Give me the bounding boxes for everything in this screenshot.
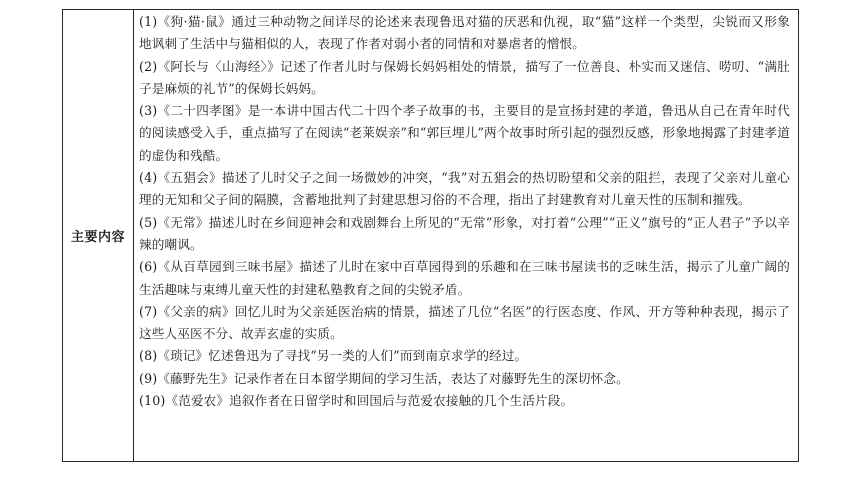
content-item-2: (2)《阿长与〈山海经〉》记述了作者儿时与保姆长妈妈相处的情景，描写了一位善良、朴实而又迷信、唠叨、“满肚子是麻烦的礼节”的保姆长妈妈。 (139, 58, 790, 96)
content-item-3: (3)《二十四孝图》是一本讲中国古代二十四个孝子故事的书，主要目的是宣扬封建的孝道，鲁迅从自己在青年时代的阅读感受入手，重点描写了在阅读“老莱娱亲”和“郭巨埋儿”两个故事时所引起的强烈反感，形象地揭露了封建孝道的虚伪和残酷。 (139, 103, 790, 163)
row-label: 主要内容 (70, 230, 125, 245)
content-item-1: (1)《狗·猫·鼠》通过三种动物之间详尽的论述来表现鲁迅对猫的厌恶和仇视，取“猫”这样一个类型，尖锐而又形象地讽刺了生活中与猫相似的人，表现了作者对弱小者的同情和对暴虐者的憎恨。 (139, 14, 790, 52)
content-item-9: (9)《藤野先生》记录作者在日本留学期间的学习生活，表达了对藤野先生的深切怀念。 (139, 370, 629, 386)
content-item-6: (6)《从百草园到三味书屋》描述了儿时在家中百草园得到的乐趣和在三味书屋读书的乏味生活，揭示了儿童广阔的生活趣味与束缚儿童天性的封建私塾教育之间的尖锐矛盾。 (139, 259, 790, 297)
label-cell (63, 10, 134, 461)
content-table (62, 9, 799, 462)
content-cell (134, 10, 798, 461)
content-item-5: (5)《无常》描述儿时在乡间迎神会和戏剧舞台上所见的“无常”形象，对打着“公理”“正义”旗号的“正人君子”予以辛辣的嘲讽。 (139, 214, 790, 252)
content-item-7: (7)《父亲的病》回忆儿时为父亲延医治病的情景，描述了几位“名医”的行医态度、作风、开方等种种表现，揭示了这些人巫医不分、故弄玄虚的实质。 (139, 303, 790, 342)
content-item-4: (4)《五猖会》描述了儿时父子之间一场微妙的冲突，“我”对五猖会的热切盼望和父亲的阻拦，表现了父亲对儿童心理的无知和父子间的隔膜，含蓄地批判了封建思想习俗的不合理，指出了封建教育对儿童天性的压制和摧残。 (139, 170, 790, 208)
content-item-8: (8)《琐记》忆述鲁迅为了寻找“另一类的人们”而到南京求学的经过。 (139, 348, 528, 364)
content-item-10: (10)《范爱农》追叙作者在日留学时和回国后与范爱农接触的几个生活片段。 (139, 393, 574, 409)
